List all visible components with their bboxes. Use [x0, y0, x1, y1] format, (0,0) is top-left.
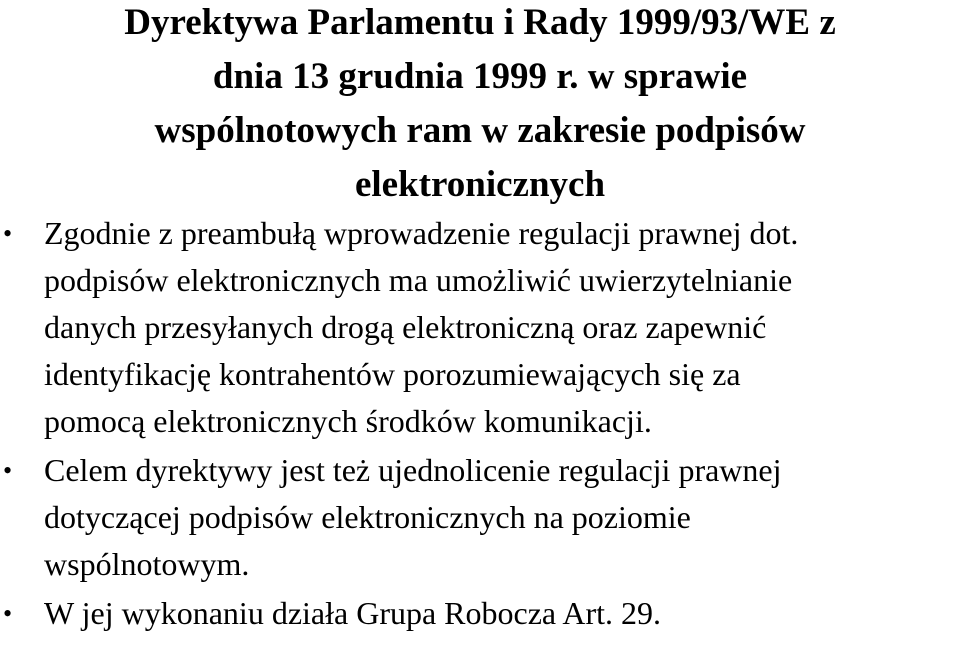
bullet-dot-icon: • [3, 219, 13, 248]
bullet-line: identyfikację kontrahentów porozumiewających się za [44, 356, 741, 392]
bullet-line: Celem dyrektywy jest też ujednolicenie regulacji prawnej [44, 452, 782, 488]
bullet-item-preamble [0, 210, 960, 445]
bullet-line: W jej wykonaniu działa Grupa Robocza Art. 29. [44, 595, 662, 631]
slide-title [20, 0, 940, 212]
bullet-line: podpisów elektronicznych ma umożliwić uwierzytelnianie [44, 262, 793, 298]
bullet-item-goal [0, 447, 960, 588]
bullet-dot-icon: • [3, 456, 13, 485]
title-line: Dyrektywa Parlamentu i Rady 1999/93/WE z [124, 2, 836, 43]
bullet-list [0, 210, 960, 637]
title-line: wspólnotowych ram w zakresie podpisów [154, 110, 806, 151]
bullet-line: pomocą elektronicznych środków komunikacji. [44, 403, 652, 439]
bullet-line: Zgodnie z preambułą wprowadzenie regulacji prawnej dot. [44, 215, 799, 251]
bullet-dot-icon: • [3, 599, 13, 628]
bullet-line: dotyczącej podpisów elektronicznych na poziomie [44, 499, 691, 535]
title-line: elektronicznych [354, 164, 606, 205]
bullet-item-working-group [0, 590, 960, 637]
title-line: dnia 13 grudnia 1999 r. w sprawie [212, 56, 748, 97]
bullet-line: wspólnotowym. [44, 546, 250, 582]
bullet-line: danych przesyłanych drogą elektroniczną oraz zapewnić [44, 309, 767, 345]
